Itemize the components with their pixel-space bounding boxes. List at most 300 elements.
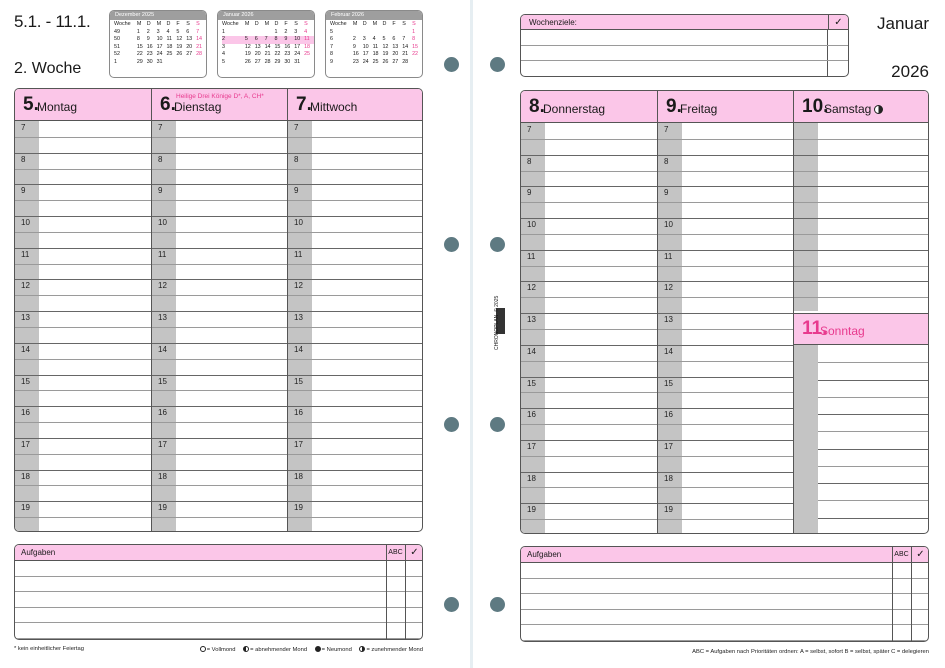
hour-label: 13 [664,315,673,325]
half-hour-line [794,171,929,172]
half-hour-line [152,327,287,328]
week-number-cell: 51 [114,43,120,50]
calendar-week-row [222,59,314,67]
hour-label: 19 [294,503,303,513]
day-column[interactable] [287,89,423,531]
punch-hole [444,237,459,252]
weekday-header: S [304,21,308,27]
date-cell: 3 [156,28,160,35]
date-cell: 20 [254,51,261,58]
hour-label: 7 [21,123,26,132]
date-cell: 30 [146,58,153,65]
half-hour-line [288,264,423,265]
hour-line [794,155,929,156]
half-hour-line [658,519,793,520]
weekday-header: D [146,21,151,27]
hour-line [658,250,793,251]
week-number-cell: 5 [222,58,225,65]
half-hour-line [521,139,657,140]
date-cell: 21 [196,43,203,50]
day-column[interactable] [15,89,151,531]
date-cell: 18 [166,43,173,50]
half-hour-line [658,139,793,140]
date-cell: 26 [176,51,183,58]
date-cell: 17 [156,43,163,50]
half-hour-line [658,171,793,172]
hour-line [288,279,423,280]
date-cell: 13 [392,43,399,50]
hour-line [152,343,287,344]
weekday-header: D [382,21,387,27]
hour-line [15,153,151,154]
hour-label: 18 [527,473,536,483]
week-number-cell: 8 [330,51,333,58]
hour-line [658,472,793,473]
hour-label: 11 [294,249,303,259]
date-cell: 27 [392,58,399,65]
date-cell: 9 [146,36,150,43]
week-number-cell: 2 [222,36,245,44]
half-hour-line [152,517,287,518]
date-cell: 14 [264,43,271,50]
date-cell: 31 [294,58,301,65]
half-hour-line [658,424,793,425]
date-cell: 16 [146,43,153,50]
date-cell: 9 [352,43,356,50]
date-cell: 24 [294,51,301,58]
check-icon: ✓ [828,15,848,29]
hour-label: 10 [158,218,167,228]
half-hour-line [152,359,287,360]
hour-line [794,186,929,187]
date-cell [176,59,186,67]
hour-line [658,345,793,346]
hour-line [794,281,929,282]
hour-line [288,153,423,154]
new-moon-icon [315,646,321,652]
mini-calendar-table [330,21,422,67]
half-hour-line [794,297,929,298]
hour-line [15,311,151,312]
date-cell: 17 [362,51,369,58]
weekday-header: Woche [222,21,239,27]
new-moon-label: = Neumond [321,647,352,653]
task-line[interactable] [15,561,422,577]
weekday-header: S [196,21,200,27]
date-cell: 10 [294,36,304,44]
hour-line [658,155,793,156]
hour-line [521,408,657,409]
hour-label: 14 [21,344,30,354]
date-cell: 22 [274,51,281,58]
day-number: 10. [802,96,829,117]
hour-line [288,184,423,185]
half-hour-line [521,266,657,267]
day-number: 11. [802,318,828,340]
goal-line[interactable] [521,46,848,62]
half-hour-line [521,519,657,520]
task-line[interactable] [15,623,422,639]
hour-line [152,216,287,217]
day-column[interactable] [793,91,929,533]
hour-label: 15 [664,378,673,388]
day-number: 7. [296,94,312,115]
date-cell: 6 [186,28,190,35]
punch-hole [490,57,505,72]
half-hour-line [15,169,151,170]
week-number-cell: 5 [330,28,333,35]
date-cell [166,59,176,67]
hour-label: 19 [664,505,673,515]
half-hour-line [658,361,793,362]
task-line[interactable] [521,625,928,641]
right-page [472,0,945,668]
date-cell: 4 [372,36,376,43]
weekday-header: Woche [330,21,347,27]
hour-column [794,345,818,533]
half-hour-line [521,202,657,203]
hour-line [288,248,423,249]
date-cell: 29 [136,58,143,65]
date-cell: 19 [176,43,183,50]
hour-line [152,248,287,249]
hour-line [15,375,151,376]
date-cell: 4 [304,28,308,35]
mini-calendar-title: Dezember 2025 [110,11,206,20]
mini-calendar-title: Februar 2026 [326,11,422,20]
hour-label: 8 [294,154,299,164]
task-line[interactable] [521,579,928,595]
hour-label: 17 [664,441,673,451]
hour-line [288,216,423,217]
hour-label: 9 [158,186,163,196]
hour-line [521,250,657,251]
half-hour-line [152,137,287,138]
half-hour-line [15,359,151,360]
task-line[interactable] [521,610,928,626]
date-cell: 27 [254,58,261,65]
hour-line [152,279,287,280]
waxing-moon-label: = zunehmender Mond [366,647,423,653]
weekday-header: F [284,21,288,27]
hour-line [152,406,287,407]
hour-label: 17 [21,439,30,449]
calendar-week-row [222,36,314,44]
hour-line [288,406,423,407]
waxing-moon-icon [359,646,365,652]
tasks-header [15,545,422,561]
hour-line [15,501,151,502]
hour-label: 15 [527,378,536,388]
calendar-week-row [222,29,314,37]
day-name: Samstag [824,102,872,116]
half-hour-line [521,234,657,235]
date-cell: 20 [392,51,399,58]
half-hour-line [521,171,657,172]
weekday-header: F [176,21,180,27]
hour-label: 8 [664,156,669,166]
hour-label: 7 [527,125,532,134]
hour-line [794,218,929,219]
day-number: 8. [529,96,545,117]
date-cell: 13 [186,36,193,43]
task-line[interactable] [521,563,928,579]
half-hour-line [152,232,287,233]
date-cell: 1 [412,28,416,35]
half-hour-line [15,485,151,486]
date-cell [255,29,265,37]
check-icon: ✓ [916,549,925,560]
task-line[interactable] [15,592,422,608]
hour-line [15,438,151,439]
tasks-box-left[interactable] [14,544,423,640]
half-hour-line [15,327,151,328]
hour-line [152,375,287,376]
hour-label: 17 [294,439,303,449]
date-cell [382,29,392,37]
holiday-label: Heilige Drei Könige D*, A, CH* [176,93,264,100]
punch-hole [490,597,505,612]
date-cell: 30 [284,58,291,65]
day-header [794,91,929,123]
hour-line [15,216,151,217]
weekday-header: M [352,21,358,27]
date-cell: 28 [264,58,271,65]
hour-line [15,343,151,344]
hour-label: 12 [527,283,536,293]
half-hour-line [521,297,657,298]
date-cell: 19 [382,51,389,58]
day-name: Montag [37,100,78,114]
priority-abc-icon: ABC [894,551,909,558]
hour-line [658,408,793,409]
date-cell: 21 [264,51,271,58]
tasks-label: Aufgaben [21,548,56,557]
hour-line [152,501,287,502]
half-hour-line [288,327,423,328]
hour-label: 15 [294,376,303,386]
date-cell: 28 [196,51,203,58]
half-hour-line [521,392,657,393]
hour-line [521,218,657,219]
hour-label: 11 [158,249,167,259]
hour-line [521,186,657,187]
day-name: Mittwoch [310,100,358,114]
date-cell: 15 [412,43,419,50]
half-hour-line [15,517,151,518]
day-name: Donnerstag [543,102,606,116]
half-hour-line [521,456,657,457]
waning-moon-icon [243,646,249,652]
half-hour-line [288,517,423,518]
task-line[interactable] [521,594,928,610]
date-cell: 3 [294,28,298,35]
date-cell: 7 [265,36,275,44]
half-hour-line [521,329,657,330]
half-hour-line [288,295,423,296]
day-column[interactable] [657,91,793,533]
mini-calendar-table [222,21,314,67]
tasks-box-right[interactable] [520,546,929,642]
half-hour-line [288,232,423,233]
weekly-goals-label: Wochenziele: [529,18,577,27]
hour-label: 12 [21,281,30,291]
goal-line[interactable] [521,30,848,46]
date-cell [412,59,422,67]
date-cell [392,29,402,37]
week-number-cell: 9 [330,58,333,65]
weekday-header: M [372,21,378,27]
week-number-cell: 4 [222,51,225,58]
half-hour-line [288,169,423,170]
calendar-week-row [222,44,314,52]
half-hour-line [288,200,423,201]
full-moon-icon [200,646,206,652]
date-cell: 20 [186,43,193,50]
holiday-footnote: * kein einheitlicher Feiertag [14,646,84,652]
hour-label: 9 [527,188,532,198]
hour-line [521,503,657,504]
half-hour-line [152,169,287,170]
date-cell [304,59,314,67]
half-hour-line [288,359,423,360]
calendar-week-row [114,51,206,59]
half-hour-line [794,139,929,140]
weekly-goals-header [521,15,848,30]
hour-label: 10 [294,218,303,228]
hour-label: 14 [527,346,536,356]
half-hour-line [152,200,287,201]
date-cell: 27 [186,51,193,58]
calendar-week-row [330,59,422,67]
day-column[interactable] [151,89,287,531]
task-line[interactable] [15,577,422,593]
date-cell: 11 [372,43,379,50]
hour-line [521,313,657,314]
date-cell: 8 [412,36,416,43]
hour-label: 16 [294,408,303,418]
hour-label: 10 [21,218,30,228]
hour-line [658,281,793,282]
date-cell: 16 [352,51,359,58]
hour-line [521,281,657,282]
date-cell: 23 [352,58,359,65]
hour-label: 19 [21,503,30,513]
date-cell: 26 [382,58,389,65]
week-number-cell: 3 [222,43,225,50]
weekday-header: S [402,21,406,27]
day-header [15,89,151,121]
punch-hole [490,237,505,252]
weekly-goals-box[interactable] [520,14,849,77]
half-hour-line [15,422,151,423]
hour-line [288,343,423,344]
date-cell: 22 [136,51,143,58]
hour-label: 9 [664,188,669,198]
sunday-header [794,313,929,345]
date-cell [265,29,275,37]
half-hour-line [152,295,287,296]
weekday-header: M [244,21,250,27]
hour-label: 15 [21,376,30,386]
task-line[interactable] [15,608,422,624]
date-cell: 1 [136,28,140,35]
half-hour-line [658,456,793,457]
calendar-week-row [114,59,206,67]
hour-line [288,311,423,312]
hour-label: 18 [664,473,673,483]
hour-label: 11 [664,251,673,261]
hour-line [521,472,657,473]
priority-footnote: ABC = Aufgaben nach Prioritäten ordnen: A = selbst, sofort B = selbst, später C = delegieren [692,649,929,655]
half-hour-line [15,264,151,265]
weekday-header: F [392,21,396,27]
date-cell [196,59,206,67]
weekday-header: S [186,21,190,27]
date-cell: 5 [176,28,180,35]
week-number: 2. Woche [14,60,82,77]
half-hour-line [152,485,287,486]
date-cell: 7 [402,36,406,43]
waxing-moon-icon [874,105,883,114]
hour-line [152,438,287,439]
half-hour-line [794,234,929,235]
date-cell: 5 [245,36,255,44]
hour-label: 12 [158,281,167,291]
hour-label: 16 [527,410,536,420]
half-hour-line [288,454,423,455]
date-cell: 6 [392,36,396,43]
day-header [521,91,657,123]
calendar-week-row [330,36,422,44]
date-cell: 15 [274,43,281,50]
hour-label: 18 [294,471,303,481]
goal-line[interactable] [521,61,848,77]
hour-line [288,470,423,471]
hour-label: 11 [21,249,30,259]
date-cell: 18 [304,43,311,50]
hour-line [152,311,287,312]
half-hour-line [152,390,287,391]
day-header [658,91,793,123]
punch-hole [444,57,459,72]
weekday-header: D [166,21,171,27]
date-cell: 23 [284,51,291,58]
day-name: Freitag [680,102,718,116]
hour-line [658,313,793,314]
hour-line [521,345,657,346]
hour-line [15,406,151,407]
date-cell: 1 [274,28,278,35]
hour-line [521,377,657,378]
day-column[interactable] [521,91,657,533]
weekday-header: M [156,21,162,27]
weekday-header: M [264,21,270,27]
hour-label: 19 [527,505,536,515]
hour-line [658,377,793,378]
hour-line [288,375,423,376]
check-icon: ✓ [410,547,419,558]
half-hour-line [152,264,287,265]
hour-line [15,248,151,249]
half-hour-line [152,422,287,423]
date-cell: 6 [255,36,265,44]
punch-hole [444,597,459,612]
calendar-week-row [114,36,206,44]
half-hour-line [658,266,793,267]
date-cell: 29 [274,58,281,65]
date-cell: 14 [196,36,203,43]
